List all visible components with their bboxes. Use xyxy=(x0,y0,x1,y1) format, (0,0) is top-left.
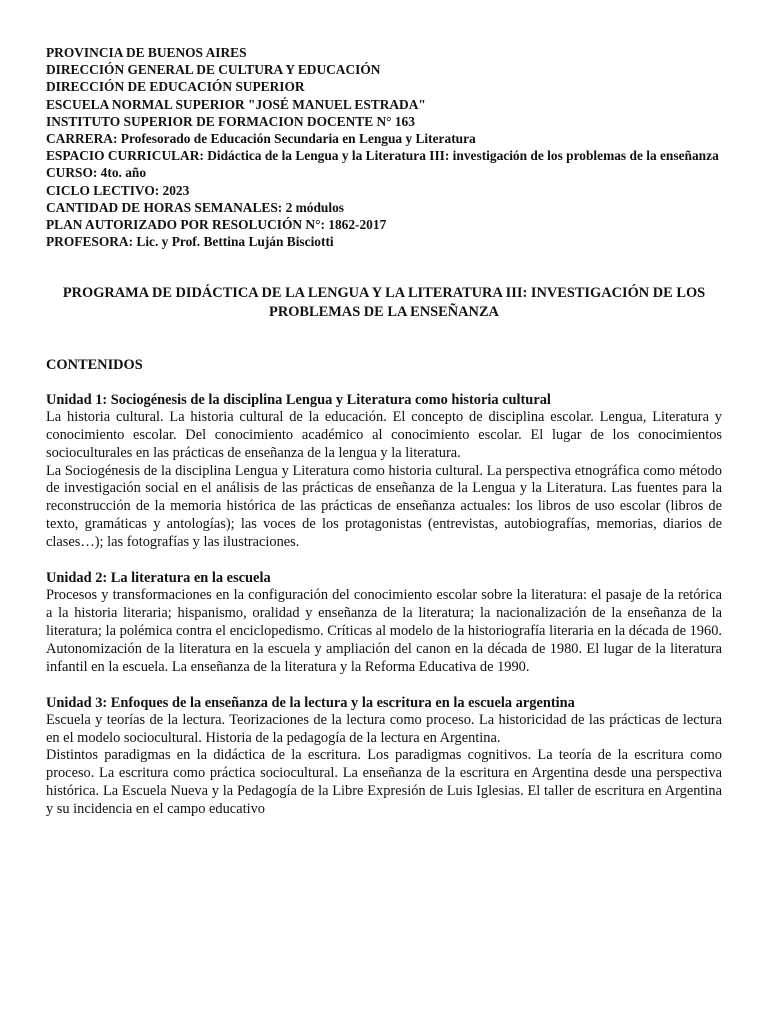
header-professor: PROFESORA: Lic. y Prof. Bettina Luján Bisciotti xyxy=(46,234,334,250)
unit-1-title: Unidad 1: Sociogénesis de la disciplina Lengua y Literatura como historia cultural xyxy=(46,391,551,408)
unit-3-paragraph-1: Escuela y teorías de la lectura. Teorizaciones de la lectura como proceso. La historicidad de las prácticas de lectura en el modelo sociocultural. Historia de la pedagogía de la lectura en Argentina. xyxy=(46,711,722,746)
header-directorate-higher-education: DIRECCIÓN DE EDUCACIÓN SUPERIOR xyxy=(46,79,305,95)
header-school-year: CICLO LECTIVO: 2023 xyxy=(46,182,190,198)
unit-1-paragraph-2: La Sociogénesis de la disciplina Lengua y Literatura como historia cultural. La perspectiva etnográfica como método de investigación social en el análisis de las prácticas de enseñanza de la Lengua y la Literatura. Las fuentes para la reconstrucción de la memoria histórica de las prácticas de enseñanza actuales: los libros de uso escolar (libros de texto, gramáticas y antologías); las voces de los protagonistas (entrevistas, autobiografías, memorias, diarios de clases…); las fotografías y las ilustraciones. xyxy=(46,462,722,551)
unit-1-paragraph-1: La historia cultural. La historia cultural de la educación. El concepto de disciplina escolar. Lengua, Literatura y conocimiento escolar. Del conocimiento académico al conocimiento escolar. El lugar de los conocimientos socioculturales en las prácticas de enseñanza de la lengua y la literatura. xyxy=(46,408,722,461)
unit-3-title: Unidad 3: Enfoques de la enseñanza de la lectura y la escritura en la escuela argentina xyxy=(46,694,575,711)
unit-2-paragraph-1: Procesos y transformaciones en la configuración del conocimiento escolar sobre la literatura: el pasaje de la retórica a la historia literaria; hispanismo, oralidad y enseñanza de la literatura; la nacionalización de la enseñanza de la literatura; la polémica contra el enciclopedismo. Críticas al modelo de la historiografía literaria en la década de 1960. Autonomización de la literatura en la escuela y ampliación del canon en la década de 1980. El lugar de la literatura infantil en la escuela. La enseñanza de la literatura y la Reforma Educativa de 1990. xyxy=(46,587,722,675)
header-curricular-space: ESPACIO CURRICULAR: Didáctica de la Lengua y la Literatura III: investigación de los problemas de la enseñanza xyxy=(46,148,719,164)
unit-2 xyxy=(46,569,722,677)
institution-header xyxy=(46,44,722,250)
header-career: CARRERA: Profesorado de Educación Secundaria en Lengua y Literatura xyxy=(46,131,476,147)
header-directorate-general: DIRECCIÓN GENERAL DE CULTURA Y EDUCACIÓN xyxy=(46,62,381,78)
unit-2-title: Unidad 2: La literatura en la escuela xyxy=(46,570,271,587)
program-title: PROGRAMA DE DIDÁCTICA DE LA LENGUA Y LA LITERATURA III: INVESTIGACIÓN DE LOS PROBLEMAS DE LA ENSEÑANZA xyxy=(62,285,706,320)
unit-1 xyxy=(46,391,722,552)
header-course: CURSO: 4to. año xyxy=(46,165,147,181)
header-plan-resolution: PLAN AUTORIZADO POR RESOLUCIÓN N°: 1862-2017 xyxy=(46,217,387,233)
unit-3 xyxy=(46,694,722,819)
header-school: ESCUELA NORMAL SUPERIOR "JOSÉ MANUEL ESTRADA" xyxy=(46,96,426,112)
header-weekly-hours: CANTIDAD DE HORAS SEMANALES: 2 módulos xyxy=(46,199,344,215)
unit-3-paragraph-2: Distintos paradigmas en la didáctica de la escritura. Los paradigmas cognitivos. La teoría de la escritura como proceso. La escritura como práctica sociocultural. La enseñanza de la escritura en Argentina desde una perspectiva histórica. La Escuela Nueva y la Pedagogía de la Libre Expresión de Luis Iglesias. El taller de escritura en Argentina y su incidencia en el campo educativo xyxy=(46,747,722,818)
contents-heading: CONTENIDOS xyxy=(46,356,143,373)
header-institute: INSTITUTO SUPERIOR DE FORMACION DOCENTE N° 163 xyxy=(46,113,415,129)
header-province: PROVINCIA DE BUENOS AIRES xyxy=(46,45,247,60)
